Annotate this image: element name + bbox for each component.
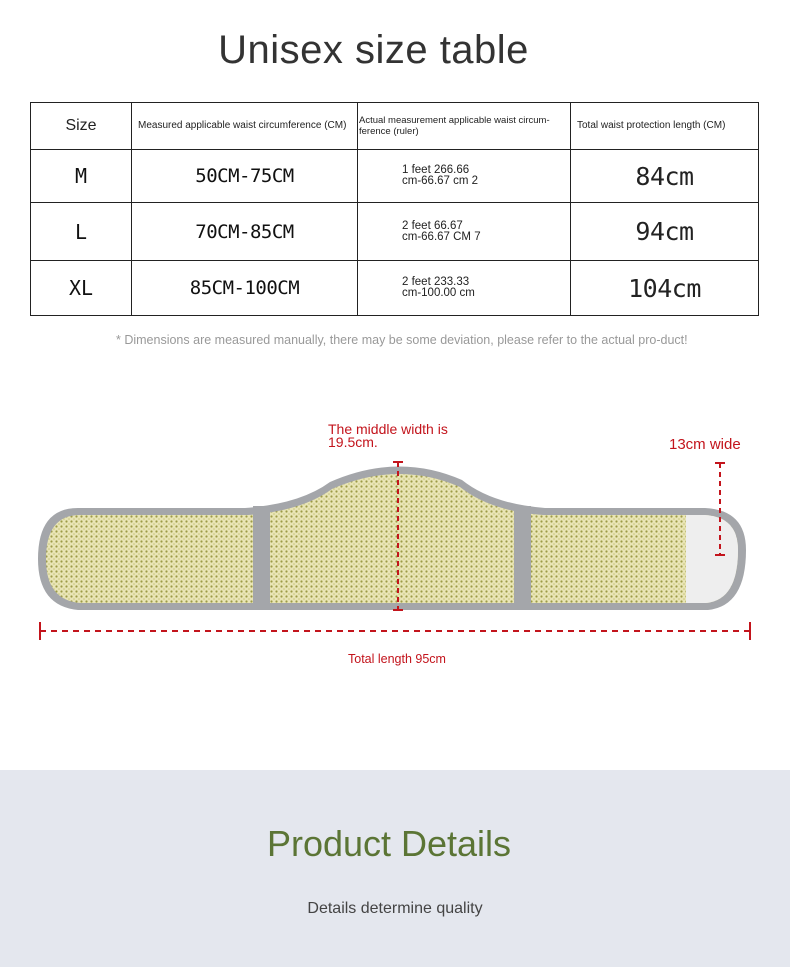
belt-stay-right <box>514 506 531 610</box>
actual-line-2: cm-66.67 CM 7 <box>402 230 481 243</box>
product-details-subtitle: Details determine quality <box>307 900 483 917</box>
size-cell: L <box>31 203 132 261</box>
actual-cell <box>358 203 571 261</box>
actual-line-1: 2 feet 233.33 <box>402 276 470 288</box>
product-details-section <box>0 770 790 967</box>
length-cell: 94cm <box>571 203 759 261</box>
middle-width-label-line2: 19.5cm. <box>328 434 378 450</box>
table-header-row <box>31 103 759 150</box>
belt-stay-left <box>253 506 270 610</box>
page-title: Unisex size table <box>218 28 529 72</box>
belt-diagram <box>0 400 790 700</box>
range-cell: 70CM-85CM <box>132 203 358 261</box>
range-cell: 50CM-75CM <box>132 150 358 203</box>
actual-cell <box>358 261 571 316</box>
header-actual: Actual measurement applicable waist circum-ference (ruler) <box>358 103 571 150</box>
size-cell: XL <box>31 261 132 316</box>
belt-mesh <box>46 474 738 603</box>
side-width-label: 13cm wide <box>669 436 741 453</box>
actual-line-2: cm-100.00 cm <box>402 287 475 299</box>
range-cell: 85CM-100CM <box>132 261 358 316</box>
header-measured: Measured applicable waist circumference (CM) <box>132 103 358 150</box>
product-details-title: Product Details <box>266 823 512 864</box>
size-table <box>30 102 759 316</box>
measurement-note: * Dimensions are measured manually, there may be some deviation, please refer to the actual pro-duct! <box>116 333 688 347</box>
length-cell: 104cm <box>571 261 759 316</box>
middle-width-label <box>328 423 448 449</box>
header-size: Size <box>31 103 132 150</box>
table-row <box>31 261 759 316</box>
actual-cell <box>358 150 571 203</box>
header-total-length: Total waist protection length (CM) <box>571 103 759 150</box>
total-length-label: Total length 95cm <box>348 652 446 666</box>
actual-line-2: cm-66.67 cm 2 <box>402 175 479 187</box>
actual-line-1: 1 feet 266.66 <box>402 164 470 176</box>
actual-line-1: 2 feet 66.67 <box>402 219 463 232</box>
table-row <box>31 203 759 261</box>
size-cell: M <box>31 150 132 203</box>
middle-width-label-line1: The middle width is <box>328 421 448 437</box>
table-row <box>31 150 759 203</box>
length-cell: 84cm <box>571 150 759 203</box>
